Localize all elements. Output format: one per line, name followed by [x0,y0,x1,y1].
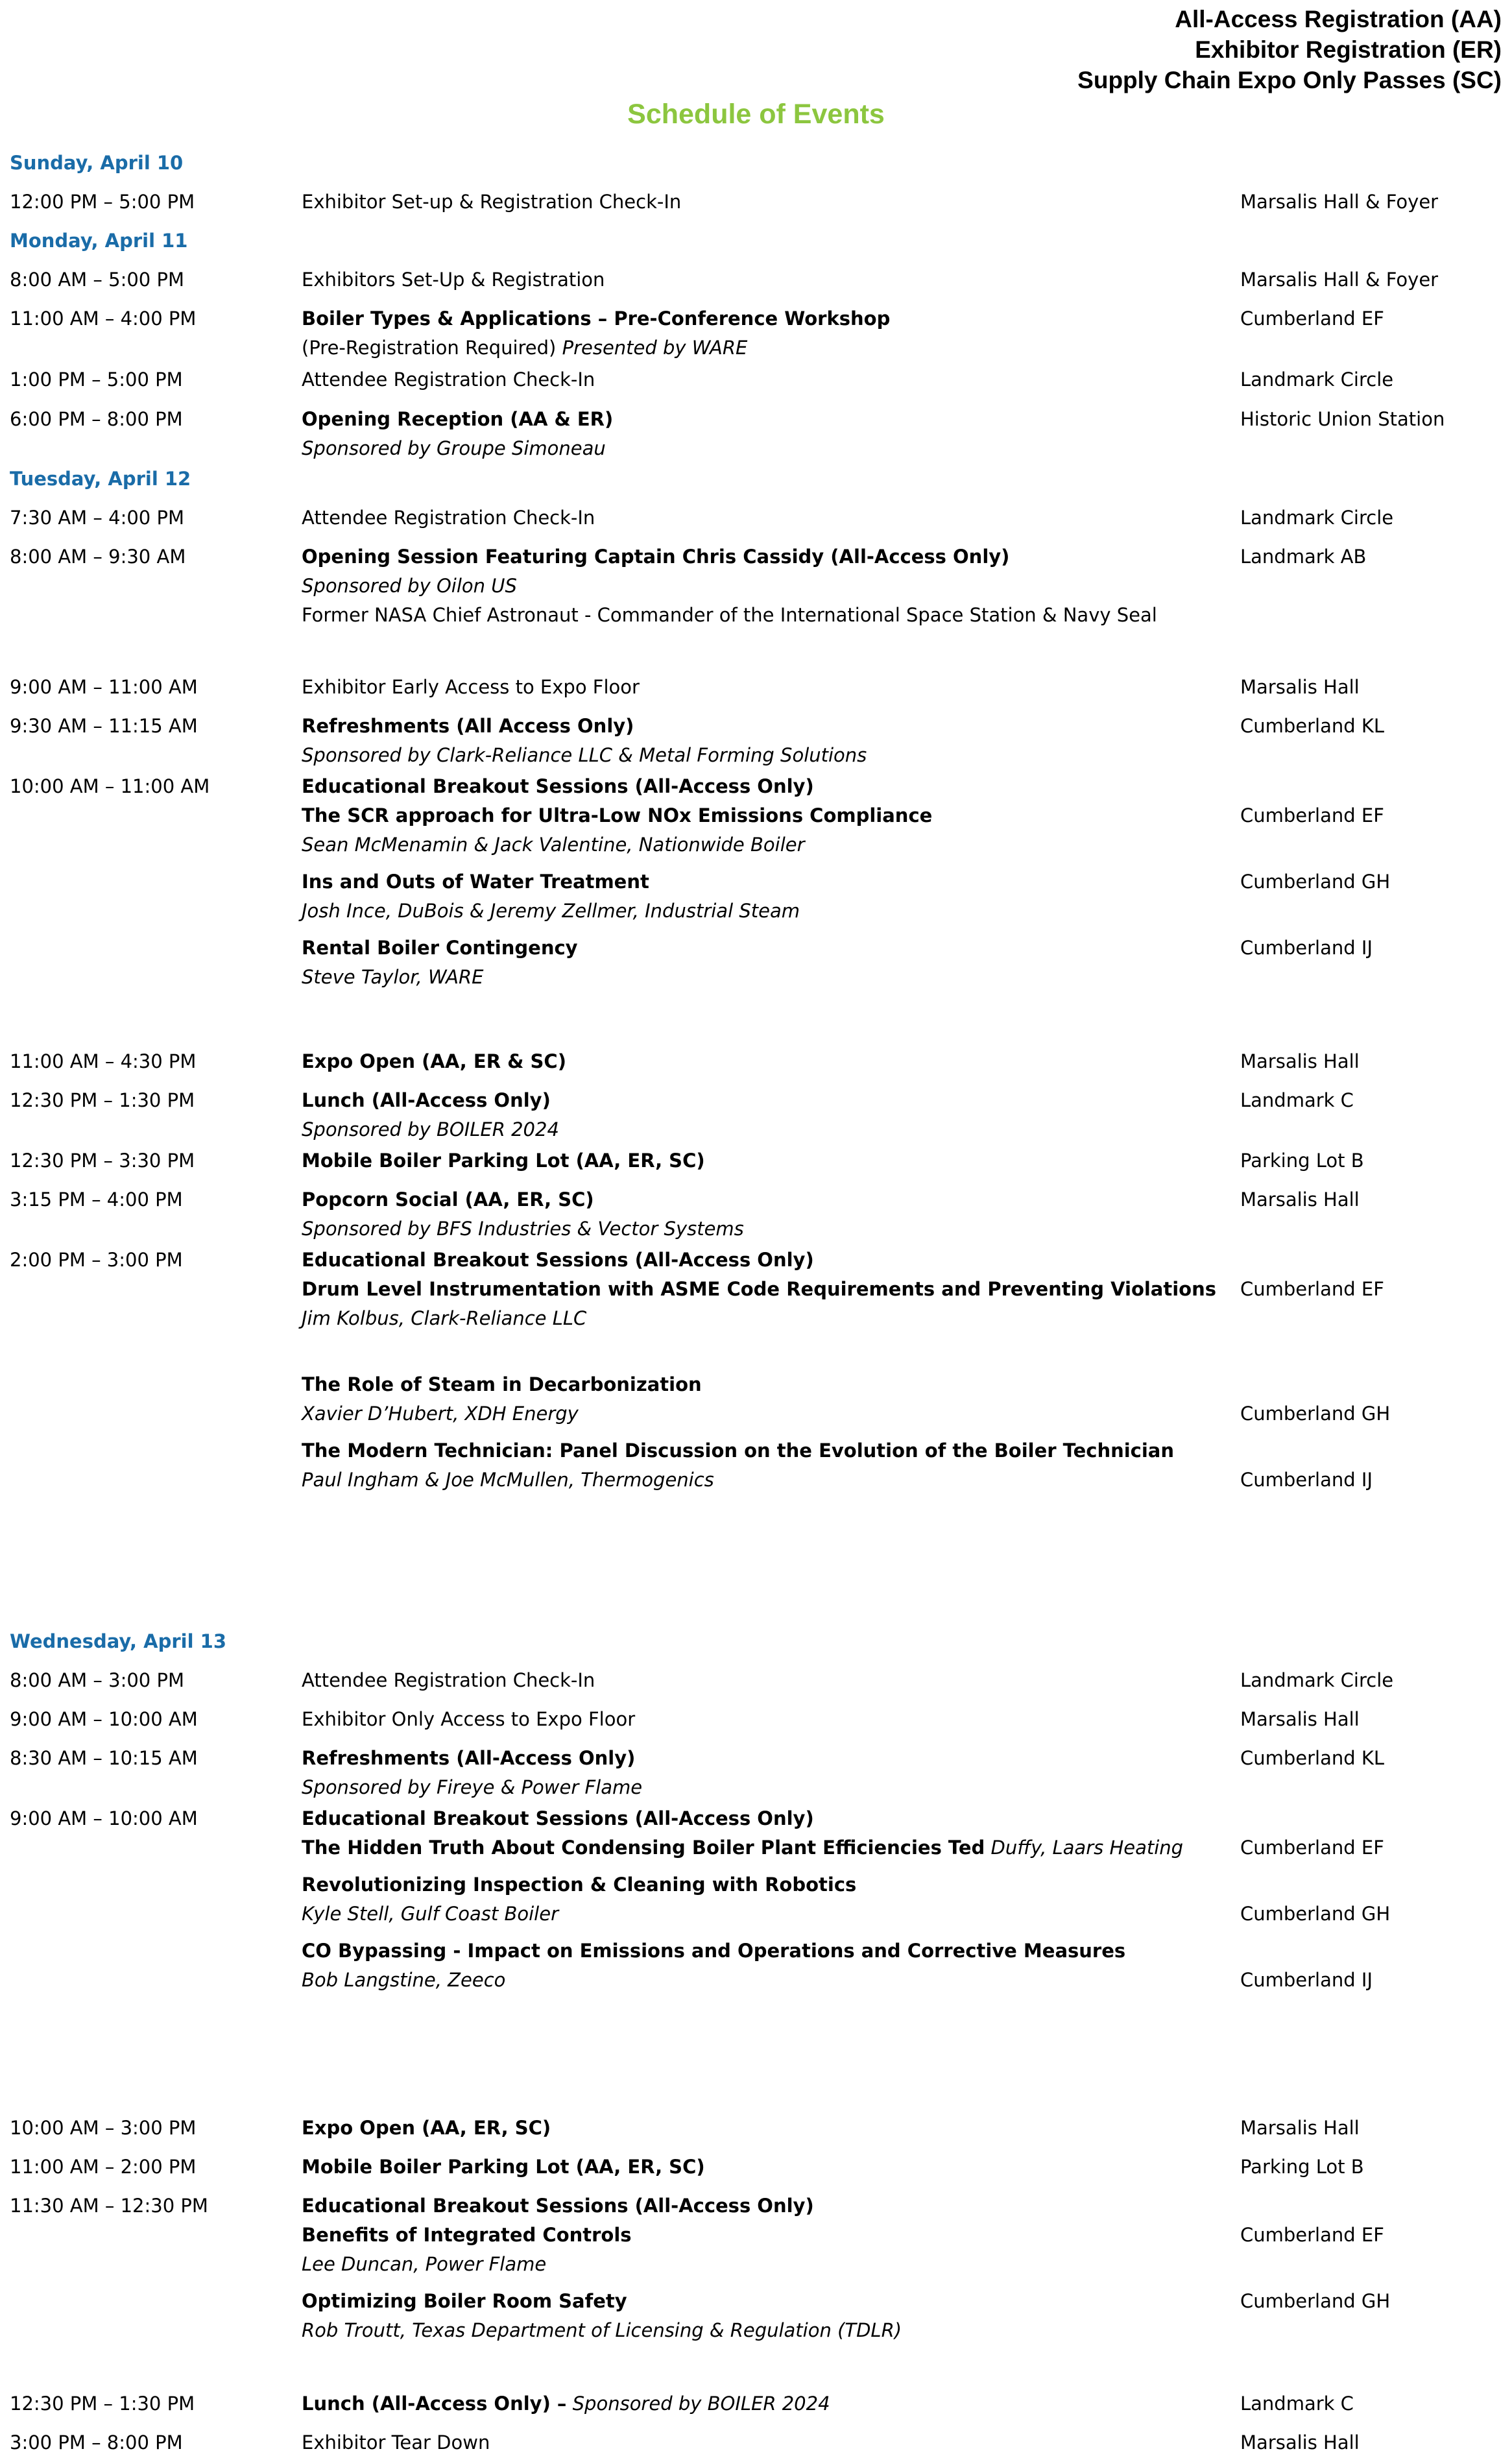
session-title: The Hidden Truth About Condensing Boiler Plant Efficiencies Ted [302,1837,985,1859]
event-location: Cumberland IJ [1240,1969,1373,1991]
event-location: Cumberland KL [1240,1747,1385,1769]
session-title: CO Bypassing - Impact on Emissions and Operations and Corrective Measures [302,1940,1126,1962]
event-location: Marsalis Hall [1240,676,1360,698]
registration-legend [1077,4,1502,95]
session-speaker: Sean McMenamin & Jack Valentine, Nationwide Boiler [302,834,805,856]
event-location: Landmark Circle [1240,368,1394,391]
event-title: Mobile Boiler Parking Lot (AA, ER, SC) [302,1150,705,1172]
event-time: 12:00 PM – 5:00 PM [10,191,195,213]
day-heading-monday: Monday, April 11 [10,230,188,252]
event-time: 9:00 AM – 11:00 AM [10,676,198,698]
event-location: Historic Union Station [1240,408,1445,430]
session-title: The SCR approach for Ultra-Low NOx Emissions Compliance [302,804,933,826]
day-heading-sunday: Sunday, April 10 [10,152,184,174]
event-location: Cumberland EF [1240,308,1384,330]
event-location: Cumberland GH [1240,871,1391,893]
event-time: 12:30 PM – 1:30 PM [10,1089,195,1111]
session-title: Ins and Outs of Water Treatment [302,871,649,893]
event-location: Landmark C [1240,1089,1354,1111]
event-location: Cumberland EF [1240,804,1384,826]
event-location: Marsalis Hall & Foyer [1240,191,1439,213]
event-time: 12:30 PM – 3:30 PM [10,1150,195,1172]
event-time: 7:30 AM – 4:00 PM [10,507,184,529]
event-title: Attendee Registration Check-In [302,1669,595,1691]
session-speaker: Paul Ingham & Joe McMullen, Thermogenics [302,1469,714,1491]
event-time: 6:00 PM – 8:00 PM [10,408,183,430]
session-speaker: Bob Langstine, Zeeco [302,1969,506,1991]
event-title: Refreshments (All-Access Only) [302,1747,636,1769]
event-sponsor: Sponsored by Groupe Simoneau [302,437,606,459]
event-title: Opening Session Featuring Captain Chris Cassidy (All-Access Only) [302,546,1010,568]
event-title: Educational Breakout Sessions (All-Access Only) [302,2195,814,2217]
session-speaker: Jim Kolbus, Clark-Reliance LLC [302,1307,587,1329]
session-title: Optimizing Boiler Room Safety [302,2290,627,2312]
session-speaker: Rob Troutt, Texas Department of Licensing & Regulation (TDLR) [302,2319,902,2341]
event-time: 9:00 AM – 10:00 AM [10,1708,198,1730]
session-speaker: Kyle Stell, Gulf Coast Boiler [302,1903,559,1925]
event-time: 10:00 AM – 3:00 PM [10,2117,197,2139]
event-location: Marsalis Hall [1240,1188,1360,1211]
event-time: 1:00 PM – 5:00 PM [10,368,183,391]
event-sponsor: Sponsored by Clark-Reliance LLC & Metal Forming Solutions [302,744,867,766]
event-title: Popcorn Social (AA, ER, SC) [302,1188,594,1211]
event-sponsor: Sponsored by BOILER 2024 [572,2393,830,2415]
event-location: Marsalis Hall [1240,1050,1360,1072]
event-time: 9:30 AM – 11:15 AM [10,715,198,737]
event-location: Cumberland GH [1240,1903,1391,1925]
event-time: 8:00 AM – 3:00 PM [10,1669,184,1691]
event-location: Marsalis Hall [1240,2431,1360,2454]
event-title: Exhibitor Early Access to Expo Floor [302,676,640,698]
day-heading-tuesday: Tuesday, April 12 [10,468,191,490]
event-location: Parking Lot B [1240,1150,1364,1172]
session-title: Rental Boiler Contingency [302,937,578,959]
event-location: Cumberland KL [1240,715,1385,737]
event-line [302,2392,830,2415]
event-location: Cumberland GH [1240,2290,1391,2312]
event-time: 3:15 PM – 4:00 PM [10,1188,183,1211]
event-time: 10:00 AM – 11:00 AM [10,775,210,797]
event-time: 8:00 AM – 5:00 PM [10,269,184,291]
event-title: Lunch (All-Access Only) – [302,2393,567,2415]
event-sponsor: Sponsored by BOILER 2024 [302,1118,559,1140]
event-location: Parking Lot B [1240,2156,1364,2178]
session-line [302,1836,1183,1859]
event-title: Attendee Registration Check-In [302,368,595,391]
event-presenter: Presented by WARE [562,337,748,359]
legend-item-sc: Supply Chain Expo Only Passes (SC) [1077,67,1502,93]
event-note: Former NASA Chief Astronaut - Commander of the International Space Station & Navy Seal [302,604,1157,626]
event-time: 12:30 PM – 1:30 PM [10,2393,195,2415]
event-title: Exhibitor Only Access to Expo Floor [302,1708,636,1730]
event-location: Cumberland EF [1240,2224,1384,2246]
session-speaker: Duffy, Laars Heating [990,1837,1184,1859]
legend-item-er: Exhibitor Registration (ER) [1195,36,1502,63]
event-time: 9:00 AM – 10:00 AM [10,1807,198,1829]
event-location: Cumberland EF [1240,1837,1384,1859]
day-heading-wednesday: Wednesday, April 13 [10,1630,226,1652]
event-note [302,336,747,359]
event-title: Boiler Types & Applications – Pre-Conference Workshop [302,308,891,330]
event-location: Marsalis Hall [1240,2117,1360,2139]
event-sponsor: Sponsored by Oilon US [302,575,517,597]
event-title: Exhibitors Set-Up & Registration [302,269,605,291]
event-location: Landmark Circle [1240,507,1394,529]
event-title: Exhibitor Tear Down [302,2431,490,2454]
event-sponsor: Sponsored by BFS Industries & Vector Systems [302,1218,744,1240]
event-location: Marsalis Hall [1240,1708,1360,1730]
session-title: The Modern Technician: Panel Discussion on the Evolution of the Boiler Technician [302,1440,1175,1462]
event-time: 11:00 AM – 2:00 PM [10,2156,197,2178]
event-title: Opening Reception (AA & ER) [302,408,614,430]
event-sponsor: Sponsored by Fireye & Power Flame [302,1776,643,1798]
event-location: Landmark Circle [1240,1669,1394,1691]
event-title: Educational Breakout Sessions (All-Access Only) [302,1249,814,1271]
event-time: 11:30 AM – 12:30 PM [10,2195,208,2217]
event-title: Expo Open (AA, ER, SC) [302,2117,551,2139]
event-time: 2:00 PM – 3:00 PM [10,1249,183,1271]
event-title: Expo Open (AA, ER & SC) [302,1050,566,1072]
page-title: Schedule of Events [627,99,885,130]
session-speaker: Steve Taylor, WARE [302,966,484,988]
session-speaker: Josh Ince, DuBois & Jeremy Zellmer, Industrial Steam [302,900,800,922]
event-title: Educational Breakout Sessions (All-Access Only) [302,775,814,797]
event-time: 8:00 AM – 9:30 AM [10,546,186,568]
event-time: 3:00 PM – 8:00 PM [10,2431,183,2454]
session-speaker: Xavier D’Hubert, XDH Energy [302,1403,579,1425]
event-title: Educational Breakout Sessions (All-Access Only) [302,1807,814,1829]
event-title: Exhibitor Set-up & Registration Check-In [302,191,682,213]
session-title: Benefits of Integrated Controls [302,2224,632,2246]
legend-item-aa: All-Access Registration (AA) [1175,6,1502,32]
session-title: Drum Level Instrumentation with ASME Code Requirements and Preventing Violations [302,1278,1217,1300]
event-location: Marsalis Hall & Foyer [1240,269,1439,291]
event-title: Lunch (All-Access Only) [302,1089,551,1111]
event-note-text: (Pre-Registration Required) [302,337,557,359]
event-time: 11:00 AM – 4:30 PM [10,1050,197,1072]
event-location: Landmark AB [1240,546,1367,568]
session-title: The Role of Steam in Decarbonization [302,1373,702,1395]
event-time: 8:30 AM – 10:15 AM [10,1747,198,1769]
event-location: Cumberland EF [1240,1278,1384,1300]
event-location: Cumberland IJ [1240,1469,1373,1491]
event-title: Attendee Registration Check-In [302,507,595,529]
session-speaker: Lee Duncan, Power Flame [302,2253,547,2275]
event-title: Mobile Boiler Parking Lot (AA, ER, SC) [302,2156,705,2178]
event-location: Cumberland IJ [1240,937,1373,959]
event-location: Landmark C [1240,2393,1354,2415]
event-title: Refreshments (All Access Only) [302,715,634,737]
event-time: 11:00 AM – 4:00 PM [10,308,197,330]
event-location: Cumberland GH [1240,1403,1391,1425]
session-title: Revolutionizing Inspection & Cleaning with Robotics [302,1874,857,1896]
